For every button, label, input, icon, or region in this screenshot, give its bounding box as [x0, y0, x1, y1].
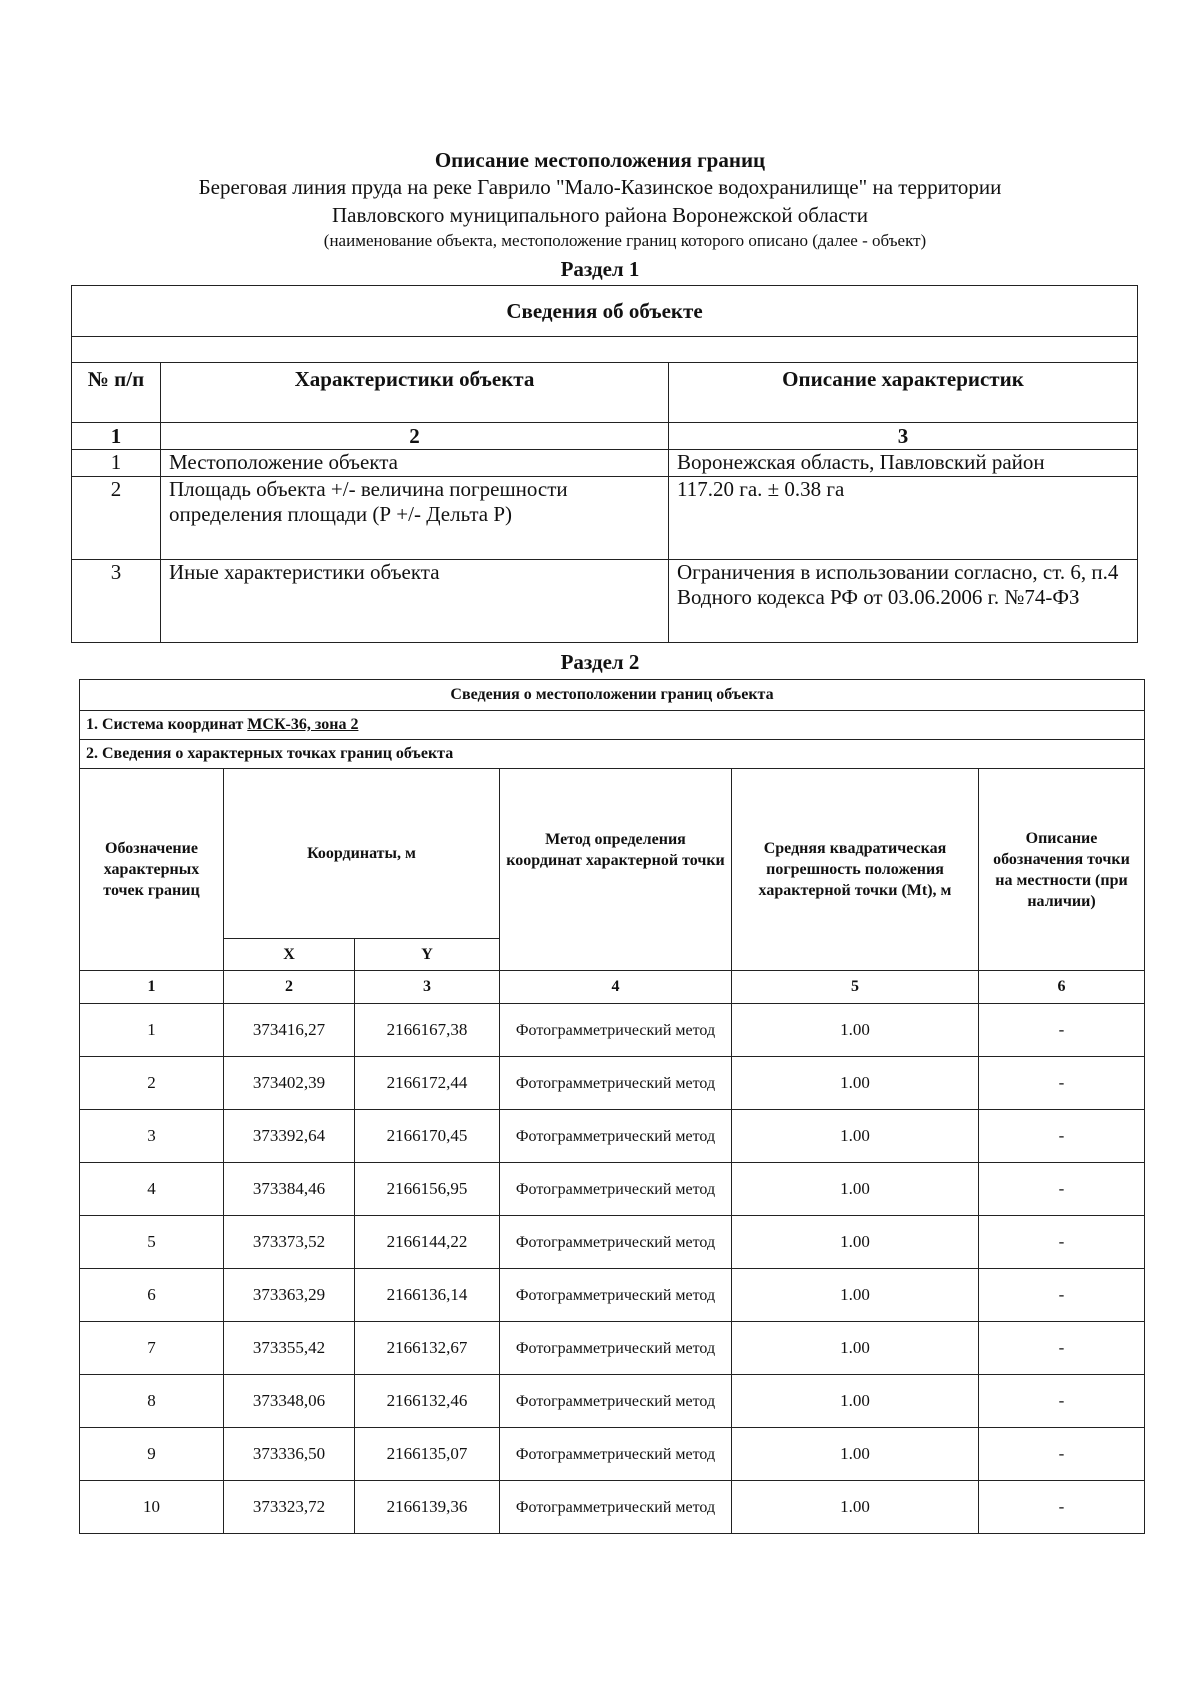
method-cell: Фотограмметрический метод — [500, 1163, 732, 1216]
desc-cell: - — [979, 1428, 1145, 1481]
coord-x: 373402,39 — [224, 1057, 355, 1110]
method-cell: Фотограмметрический метод — [500, 1375, 732, 1428]
coord-system-value: МСК-36, зона 2 — [247, 716, 359, 733]
characteristic-name: Иные характеристики объекта — [161, 560, 669, 643]
section-1-label: Раздел 1 — [560, 257, 640, 281]
header-y: Y — [355, 939, 500, 971]
point-number: 3 — [80, 1110, 224, 1163]
point-number: 1 — [80, 1004, 224, 1057]
object-info-table — [71, 285, 1138, 643]
method-cell: Фотограмметрический метод — [500, 1110, 732, 1163]
boundary-caption: Сведения о местоположении границ объекта — [80, 680, 1145, 711]
error-cell: 1.00 — [732, 1216, 979, 1269]
col-number: 2 — [161, 423, 669, 450]
coord-x: 373336,50 — [224, 1428, 355, 1481]
coord-y: 2166170,45 — [355, 1110, 500, 1163]
object-name-line-2: Павловского муниципального района Воронежской области — [331, 203, 869, 227]
col-number: 2 — [224, 971, 355, 1004]
header-characteristic: Характеристики объекта — [161, 363, 669, 423]
col-number: 3 — [669, 423, 1138, 450]
desc-cell: - — [979, 1481, 1145, 1534]
method-cell: Фотограмметрический метод — [500, 1004, 732, 1057]
desc-cell: - — [979, 1057, 1145, 1110]
method-cell: Фотограмметрический метод — [500, 1269, 732, 1322]
coord-system-line — [80, 711, 1145, 740]
header-coords: Координаты, м — [224, 769, 500, 939]
error-cell: 1.00 — [732, 1375, 979, 1428]
boundary-points-table — [79, 679, 1145, 1534]
table-row — [80, 1004, 1145, 1057]
header-point: Обозначение характерных точек границ — [80, 769, 224, 971]
section-2-label: Раздел 2 — [560, 650, 640, 674]
coord-y: 2166132,67 — [355, 1322, 500, 1375]
header-error: Средняя квадратическая погрешность положения характерной точки (Mt), м — [732, 769, 979, 971]
error-cell: 1.00 — [732, 1269, 979, 1322]
coord-x: 373355,42 — [224, 1322, 355, 1375]
table-row — [80, 1216, 1145, 1269]
coord-x: 373384,46 — [224, 1163, 355, 1216]
table-row — [80, 1269, 1145, 1322]
coord-x: 373373,52 — [224, 1216, 355, 1269]
coord-x: 373348,06 — [224, 1375, 355, 1428]
point-number: 2 — [80, 1057, 224, 1110]
error-cell: 1.00 — [732, 1322, 979, 1375]
col-number: 4 — [500, 971, 732, 1004]
desc-cell: - — [979, 1216, 1145, 1269]
method-cell: Фотограмметрический метод — [500, 1481, 732, 1534]
col-number: 3 — [355, 971, 500, 1004]
error-cell: 1.00 — [732, 1163, 979, 1216]
error-cell: 1.00 — [732, 1004, 979, 1057]
row-number: 3 — [72, 560, 161, 643]
coord-x: 373323,72 — [224, 1481, 355, 1534]
table-row — [80, 1110, 1145, 1163]
table-row — [80, 1428, 1145, 1481]
table-row — [80, 1322, 1145, 1375]
object-note: (наименование объекта, местоположение границ которого описано (далее - объект) — [323, 231, 927, 250]
point-number: 7 — [80, 1322, 224, 1375]
header-method: Метод определения координат характерной точки — [500, 769, 732, 971]
characteristic-name: Местоположение объекта — [161, 450, 669, 477]
method-cell: Фотограмметрический метод — [500, 1322, 732, 1375]
characteristic-value: 117.20 га. ± 0.38 га — [669, 477, 1138, 560]
header-description: Описание характеристик — [669, 363, 1138, 423]
desc-cell: - — [979, 1322, 1145, 1375]
table-row — [72, 477, 1138, 560]
method-cell: Фотограмметрический метод — [500, 1216, 732, 1269]
col-number: 5 — [732, 971, 979, 1004]
coord-x: 373416,27 — [224, 1004, 355, 1057]
point-number: 10 — [80, 1481, 224, 1534]
object-name-line-1: Береговая линия пруда на реке Гаврило "Мало-Казинское водохранилище" на территории — [198, 175, 1002, 199]
method-cell: Фотограмметрический метод — [500, 1428, 732, 1481]
header-number: № п/п — [72, 363, 161, 423]
object-info-caption: Сведения об объекте — [72, 286, 1138, 337]
header-x: X — [224, 939, 355, 971]
points-title: 2. Сведения о характерных точках границ объекта — [80, 740, 1145, 769]
point-number: 4 — [80, 1163, 224, 1216]
coord-y: 2166172,44 — [355, 1057, 500, 1110]
coord-x: 373392,64 — [224, 1110, 355, 1163]
error-cell: 1.00 — [732, 1110, 979, 1163]
error-cell: 1.00 — [732, 1057, 979, 1110]
empty-row — [72, 337, 1138, 363]
coord-y: 2166139,36 — [355, 1481, 500, 1534]
table-row — [80, 1163, 1145, 1216]
error-cell: 1.00 — [732, 1481, 979, 1534]
coord-system-prefix: 1. Система координат — [86, 716, 248, 733]
row-number: 1 — [72, 450, 161, 477]
table-row — [72, 560, 1138, 643]
coord-y: 2166135,07 — [355, 1428, 500, 1481]
coord-y: 2166136,14 — [355, 1269, 500, 1322]
header-desc: Описание обозначения точки на местности (при наличии) — [979, 769, 1145, 971]
point-number: 9 — [80, 1428, 224, 1481]
col-number: 1 — [80, 971, 224, 1004]
point-number: 5 — [80, 1216, 224, 1269]
col-number: 6 — [979, 971, 1145, 1004]
characteristic-value: Ограничения в использовании согласно, ст. 6, п.4 Водного кодекса РФ от 03.06.2006 г. №74-ФЗ — [669, 560, 1138, 643]
desc-cell: - — [979, 1110, 1145, 1163]
desc-cell: - — [979, 1269, 1145, 1322]
point-number: 6 — [80, 1269, 224, 1322]
coord-y: 2166144,22 — [355, 1216, 500, 1269]
characteristic-value: Воронежская область, Павловский район — [669, 450, 1138, 477]
table-row — [80, 1375, 1145, 1428]
document-title: Описание местоположения границ — [434, 148, 766, 172]
desc-cell: - — [979, 1163, 1145, 1216]
col-number: 1 — [72, 423, 161, 450]
desc-cell: - — [979, 1004, 1145, 1057]
method-cell: Фотограмметрический метод — [500, 1057, 732, 1110]
characteristic-name: Площадь объекта +/- величина погрешности определения площади (Р +/- Дельта Р) — [161, 477, 669, 560]
coord-y: 2166156,95 — [355, 1163, 500, 1216]
coord-x: 373363,29 — [224, 1269, 355, 1322]
coord-y: 2166167,38 — [355, 1004, 500, 1057]
point-number: 8 — [80, 1375, 224, 1428]
error-cell: 1.00 — [732, 1428, 979, 1481]
table-row — [72, 450, 1138, 477]
coord-y: 2166132,46 — [355, 1375, 500, 1428]
table-row — [80, 1481, 1145, 1534]
table-row — [80, 1057, 1145, 1110]
desc-cell: - — [979, 1375, 1145, 1428]
row-number: 2 — [72, 477, 161, 560]
